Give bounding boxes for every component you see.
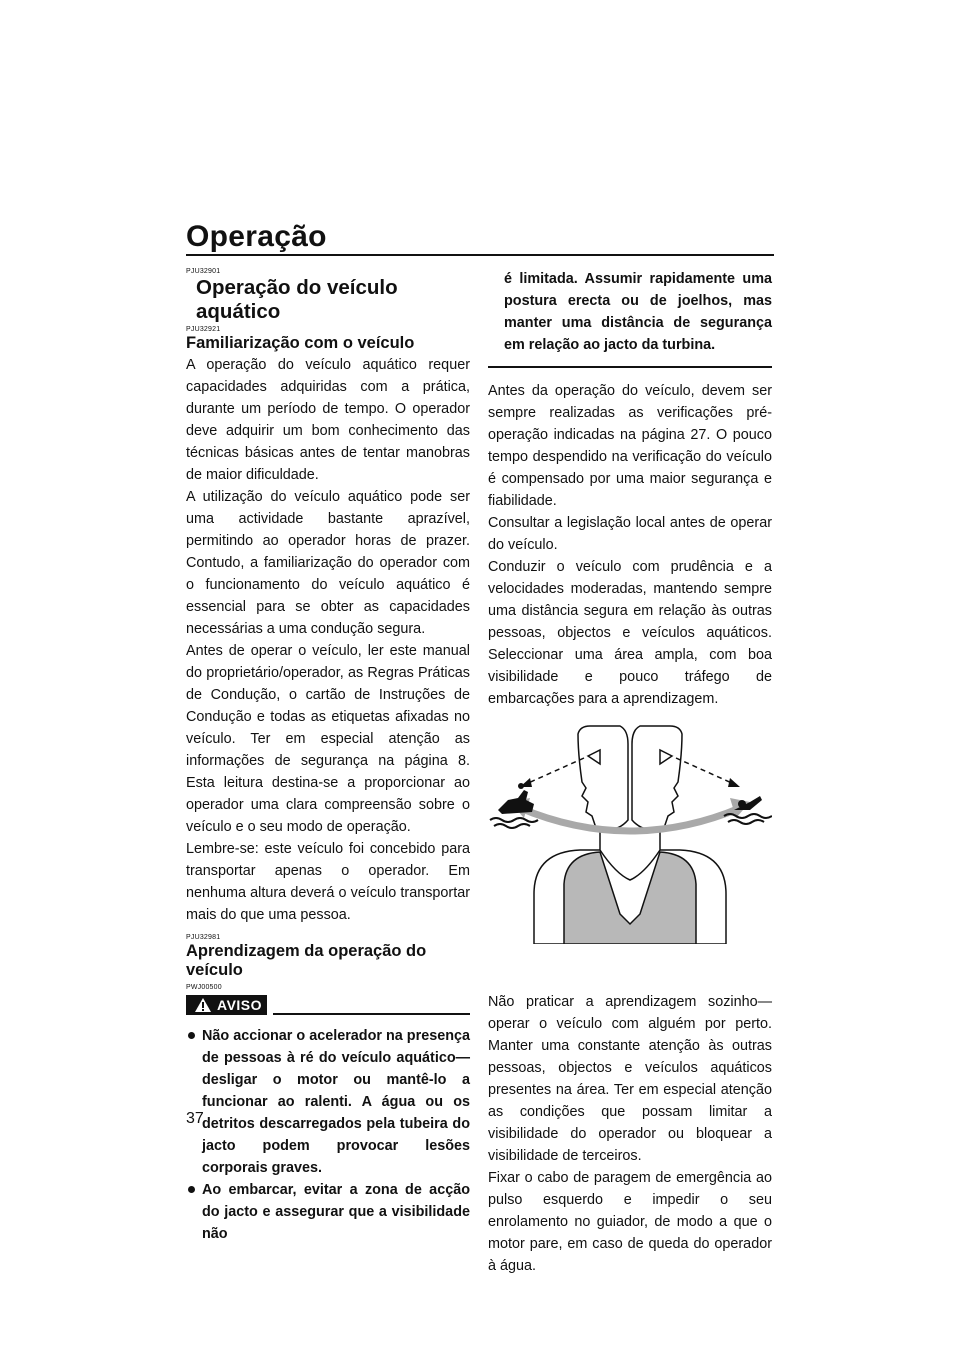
warning-item: Ao embarcar, evitar a zona de acção do jacto e assegurar que a visibilidade não — [186, 1179, 470, 1245]
paragraph: Consultar a legislação local antes de operar do veículo. — [488, 515, 772, 553]
warning-item-continued: é limitada. Assumir rapidamente uma postura erecta ou de joelhos, mas manter uma distância de segurança em relação ao jacto da turbina. — [504, 271, 772, 353]
subsection-title-familiarization: Familiarização com o veículo — [186, 334, 415, 352]
page-number: 37 — [186, 1110, 204, 1127]
left-column — [186, 268, 470, 1245]
paragraph: Fixar o cabo de paragem de emergência ao pulso esquerdo e impedir o seu enrolamento no guiador, de modo a que o motor pare, em caso de queda do operador à água. — [488, 1170, 772, 1274]
head-looking-right — [632, 726, 682, 830]
right-column — [488, 268, 772, 1277]
paragraph: A utilização do veículo aquático pode ser uma actividade bastante aprazível, permitindo ao operador horas de prazer. Contudo, a familiarização do operador com o funcionamento do veículo aquático é essencial para se obter as capacidades necessárias a uma condução segura. — [186, 489, 470, 637]
warning-header — [186, 995, 470, 1015]
section-title: Operação do veículo aquático — [196, 276, 398, 323]
head-looking-left — [578, 726, 628, 830]
paragraph: A operação do veículo aquático requer capacidades adquiridas com a prática, durante um período de tempo. O operador deve adquirir um bom conhecimento das técnicas básicas antes de tentar manobras de maior dificuldade. — [186, 357, 470, 483]
title-rule — [186, 254, 774, 256]
paragraph: Não praticar a aprendizagem sozinho—operar o veículo com alguém por perto. Manter uma constante atenção às outras pessoas, objectos e veículos aquáticos presentes na área. Ter em especial atenção as condições que possam limitar a visibilidade do operador ou bloquear a visibilidade de terceiros. — [488, 994, 772, 1164]
paragraph: Antes de operar o veículo, ler este manual do proprietário/operador, as Regras Práticas de Condução, o cartão de Instruções de Condução e todas as etiquetas afixadas no veículo. Ter em especial atenção as informações de segurança na página 8. Esta leitura destina-se a proporcionar ao operador uma clara compreensão sobre o veículo e o seu modo de operação. — [186, 643, 470, 835]
warning-triangle-icon — [194, 997, 212, 1013]
bullet-icon — [188, 1032, 195, 1039]
visibility-illustration — [488, 724, 772, 944]
warning-code: PWJ00500 — [186, 984, 222, 991]
subsection-code: PJU32921 — [186, 326, 221, 333]
warning-badge — [186, 995, 267, 1015]
warning-list — [186, 1025, 470, 1245]
warning-label: AVISO — [217, 997, 263, 1013]
section-code: PJU32901 — [186, 268, 221, 275]
paragraph: Antes da operação do veículo, devem ser sempre realizadas as verificações pré-operação indicadas na página 27. O pouco tempo despendido na verificação do veículo é compensado por uma maior segurança e fiabilidade. — [488, 383, 772, 509]
scan-arrow — [520, 808, 740, 831]
page-title: Operação — [186, 220, 327, 253]
warning-end-rule — [488, 366, 772, 368]
warning-item: Não accionar o acelerador na presença de pessoas à ré do veículo aquático—desligar o motor ou mantê-lo a funcionar ao ralenti. A água ou os detritos descarregados pela tubeira do jacto podem provocar lesões corporais graves. — [186, 1025, 470, 1179]
paragraph: Conduzir o veículo com prudência e a velocidades moderadas, mantendo sempre uma distância segura em relação às outras pessoas, objectos e veículos aquáticos. Seleccionar uma área ampla, com boa visibilidade e pouco tráfego de embarcações para a aprendizagem. — [488, 559, 772, 707]
paragraph: Lembre-se: este veículo foi concebido para transportar apenas o operador. Em nenhuma altura deverá o veículo transportar mais do que uma pessoa. — [186, 841, 470, 923]
watercraft-icon — [490, 783, 538, 828]
warning-rule — [273, 1013, 470, 1015]
subsection-code: PJU32981 — [186, 934, 221, 941]
subsection-title-learning: Aprendizagem da operação do veículo — [186, 942, 427, 979]
bullet-icon — [188, 1186, 195, 1193]
